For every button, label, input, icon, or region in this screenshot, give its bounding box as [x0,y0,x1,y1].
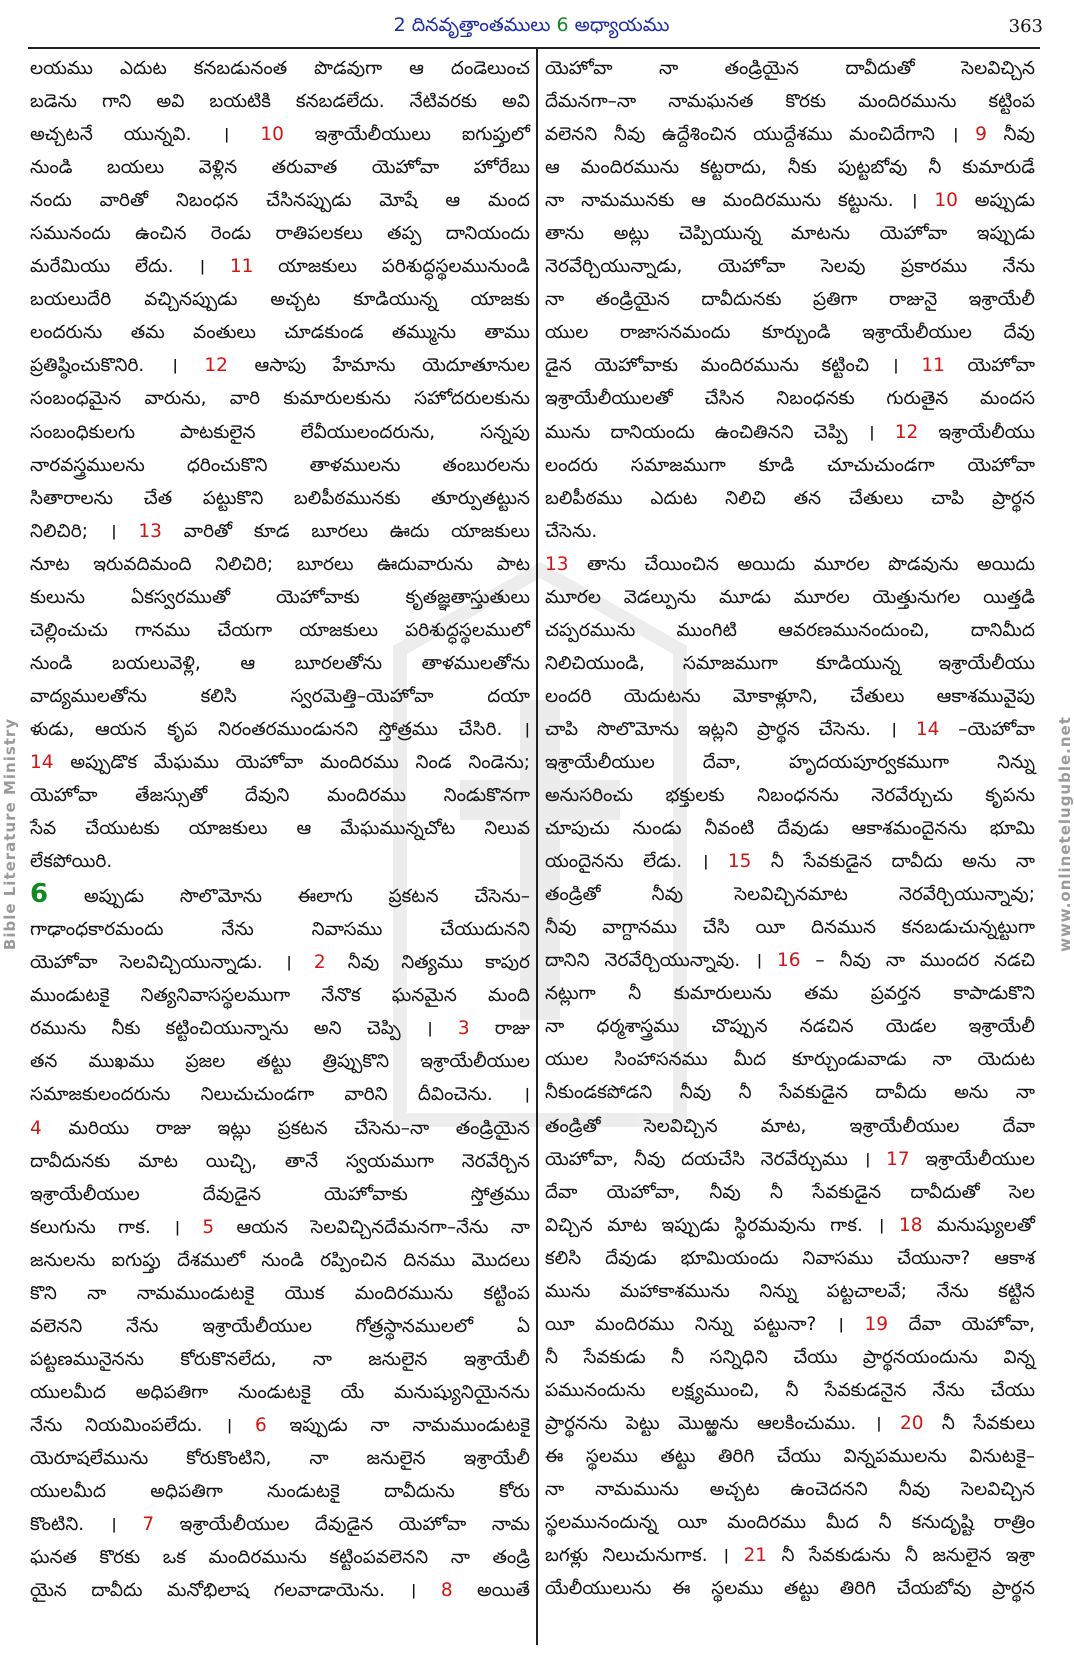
chapter-start-number: 6 [30,879,49,910]
verse-text: దేమనగా–నా నామఘనత కొరకు మందిరమును కట్టింప [545,91,1035,113]
verse-text: దానిని నెరవేర్చియున్నావు. । [545,950,777,972]
verse-text: ఇశ్రాయేలీయుల దేవుడైన యెహోవాకు స్తోత్రము [30,1183,530,1205]
verse-text: నేను నియమింపలేదు. । [30,1414,255,1436]
verse-text: గాఢాంధకారమందు నేను నివాసము చేయుదునని [30,919,530,941]
verse-number: 16 [777,950,801,972]
verse-text: అప్పుడొక మేఘము యెహోవా మందిరము నిండ నిండెను; [53,751,530,773]
verse-text: జనులను ఐగుప్తు దేశములో నుండి రప్పించిన దినము మొదలు [30,1249,530,1271]
text-line [30,1475,530,1508]
verse-text: యులమీద అధిపతిగా నుండుటకై యే మనుష్యునియైనను [30,1381,530,1403]
verse-number: 21 [743,1545,768,1567]
text-line [30,1244,530,1277]
verse-text: నెరవేర్చియున్నాడు, యెహోవా సెలవు ప్రకారము నేను [545,256,1035,278]
text-line [545,151,1035,184]
verse-text: నట్లుగా నీ కుమారులును తమ ప్రవర్తన కాపాడుకొని [545,983,1035,1005]
verse-text: బడెను గాని అవి బయటికి కనబడలేదు. నేటివరకు అవి [30,91,530,113]
verse-text: దేవా యెహోవా, [887,1313,1035,1335]
verse-text: నిలిచియుండి, సమాజముగా కూడియున్న ఇశ్రాయేలీయు [545,652,1035,674]
text-line [545,812,1035,845]
verse-text: నిలిచిరి; । [30,520,139,542]
verse-text: తాను చేయించిన అయిదు మూరల పొడవును అయిదు [568,553,1035,575]
text-line [545,1275,1035,1308]
text-line [30,1574,530,1607]
verse-text: అనుసరించు భక్తులకు నిబంధనను నెరవేర్చుచు కృపను [545,785,1035,807]
text-line [545,581,1035,614]
text-line [30,1211,530,1244]
verse-number: 3 [457,1018,470,1040]
verse-text: యైన దావీదు మనోభిలాష గలవాడాయెను. । [30,1580,441,1602]
verse-text: యందైనను లేడు. । [545,851,728,873]
verse-text: సంబంధమైన వారును, వారి కుమారులకును సహోదరులకును [30,388,530,410]
verse-text: నా నామమునకు ఆ మందిరమును కట్టును. । [545,190,935,212]
verse-text: సమునందు ఉంచిన రెండు రాతిపలకలు తప్ప దానియందు [30,223,530,245]
text-line [30,845,530,878]
verse-text: మును మహాకాశమును నిన్ను పట్టచాలవే; నేను కట్టిన [545,1280,1035,1302]
verse-text: స్థలమునందున్న యీ మందిరము మీద నీ కనుదృష్టి రాత్రిం [545,1512,1035,1534]
verse-number: 17 [886,1148,910,1170]
text-line [545,911,1035,944]
verse-text: రాజు [469,1018,531,1040]
text-line [545,1143,1035,1176]
text-line [30,482,530,515]
text-line [30,713,530,746]
verse-text: యుల రాజాసనమందు కూర్చుండి ఇశ్రాయేలీయుల దేవు [545,322,1035,344]
text-line [30,581,530,614]
text-line [545,283,1035,316]
text-line [545,217,1035,250]
text-line [545,416,1035,449]
verse-text: బగళ్లు నిలుచునుగాక. । [545,1545,744,1567]
verse-number: 13 [138,520,162,542]
text-line [30,217,530,250]
text-line [30,151,530,184]
verse-text: వాద్యములతోను కలిసి స్వరమెత్తి–యెహోవా దయా [30,685,530,707]
verse-text: ఆయన సెలవిచ్చినదేమనగా–నేను నా [214,1216,531,1238]
verse-number: 10 [260,124,284,146]
text-line [545,449,1035,482]
verse-text: లందరు సమాజముగా కూడి చూచుచుండగా యెహోవా [545,454,1035,476]
text-line [30,316,530,349]
verse-number: 8 [440,1580,453,1602]
verse-number: 15 [727,851,752,873]
text-line [545,52,1035,85]
verse-text: కొని నా నామముండుటకై యొక మందిరమును కట్టింప [30,1282,530,1304]
text-line [545,1076,1035,1109]
text-line [30,1376,530,1409]
verse-text: యాజకులు పరిశుద్ధస్థలమునుండి [253,256,530,278]
verse-text: లందరి యెదుటను మోకాళ్లూని, చేతులు ఆకాశమువైపు [545,685,1035,707]
chapter-label: అధ్యాయము [568,14,670,36]
text-line [30,118,530,151]
text-line [30,85,530,118]
verse-text: కలుగును గాక. । [30,1216,203,1238]
verse-text: మును దానియందు ఉంచితినని చెప్పి । [545,421,895,443]
verse-text: ఇశ్రాయేలీయుల [909,1148,1035,1170]
verse-text: పట్టణమునైనను కోరుకొనలేదు, నా జనులైన ఇశ్రాయేలీ [30,1348,530,1370]
text-line [30,1541,530,1574]
text-line [545,1043,1035,1076]
verse-text: కలిసి దేవుడు భూమియందు నివాసము చేయునా? ఆకాశ [545,1247,1035,1269]
verse-text: వలెనని నీవు ఉద్దేశించిన యుద్దేశము మంచిదేగాని । [545,124,976,146]
text-line [30,979,530,1012]
book-title: 2 దినవృత్తాంతములు [393,14,557,36]
verse-text: వారితో కూడ బూరలు ఊదు యాజకులు [161,520,530,542]
verse-text: ఇశ్రాయేలీయులు ఐగుప్తులో [283,124,530,146]
verse-text: లేకపోయిరి. [30,851,113,873]
verse-number: 9 [975,124,987,146]
text-line [545,382,1035,415]
verse-text: మనుష్యులతో [922,1214,1035,1236]
verse-text: బయలుదేరి వచ్చినప్పుడు అచ్చట కూడియున్న యాజకు [30,289,530,311]
text-line [30,680,530,713]
verse-text: నందు వారితో నిబంధన చేసినప్పుడు మోషే ఆ మంద [30,190,530,212]
verse-text: యెహోవా [944,355,1035,377]
verse-text: యెహోవా, నీవు దయచేసి నెరవేర్చుము । [545,1148,887,1170]
verse-text: నీవు వాగ్దానము చేసి యీ దినమున కనబడుచున్నట్టుగా [545,917,1035,939]
text-line [30,1409,530,1442]
text-line [545,680,1035,713]
verse-text: తన ముఖము ప్రజల తట్టు త్రిప్పుకొని ఇశ్రాయేలీయుల [30,1051,530,1073]
verse-text: ఇశ్రాయేలీయు [918,421,1035,443]
verse-text: మూరల వెడల్పును మూడు మూరల యెత్తునుగల యిత్తడి [545,586,1035,608]
verse-text: సేవ చేయుటకు యాజకులు ఆ మేఘమున్నచోట నిలువ [30,818,530,840]
verse-text: డైన యెహోవాకు మందిరమును కట్టించి । [545,355,922,377]
verse-text: చాపి సొలొమోను ఇట్లని ప్రార్థన చేసెను. । [545,718,916,740]
text-line [30,1343,530,1376]
text-line [545,1209,1035,1242]
verse-text: నీకుండకపోడని నీవు నీ సేవకుడైన దావీదు అను నా [545,1082,1035,1104]
text-line [30,779,530,812]
text-line [30,1178,530,1211]
verse-text: సితారాలను చేత పట్టుకొని బలిపీఠమునకు తూర్పుతట్టున [30,487,530,509]
verse-text: రమును నీకు కట్టించియున్నాను అని చెప్పి । [30,1018,458,1040]
verse-number: 11 [921,355,945,377]
text-line [30,548,530,581]
text-line [545,1110,1035,1143]
page-header [0,0,1063,40]
verse-text: ఆ మందిరమును కట్టరాదు, నీకు పుట్టబోవు నీ కుమారుడే [545,157,1035,179]
verse-text: ఈ స్థలము తట్టు తిరిగి చేయు విన్నపములను వినుటకై– [545,1445,1035,1467]
verse-number: 6 [254,1414,267,1436]
verse-text: చూపుచు నుండు నీవంటి దేవుడు ఆకాశమందైనను భూమి [545,818,1035,840]
verse-text: తాను అట్లు చెప్పియున్న మాటను యెహోవా ఇప్పుడు [545,223,1035,245]
column-divider [536,47,538,1645]
verse-text: సమాజకులందరును నిలుచుచుండగా వారిని దీవించెను. । [30,1084,530,1106]
verse-text: నా నామమును అచ్చట ఉంచెదనని నీవు సెలవిచ్చిన [545,1479,1035,1501]
text-line [545,779,1035,812]
text-line [545,746,1035,779]
text-line [545,614,1035,647]
verse-text: ప్రతిష్ఠించుకొనిరి. । [30,355,205,377]
chapter-number: 6 [556,14,569,36]
verse-text: చెల్లించుచు గానము చేయగా యాజకులు పరిశుద్ధస్థలములో [30,619,530,641]
verse-text: నారవస్త్రములను ధరించుకొని తాళములను తంబురలను [30,454,530,476]
text-line [545,118,1035,151]
side-watermark-right: www.onlineteluguble.net [1056,716,1074,952]
verse-text: ఇప్పుడు నా నామముండుటకై [266,1414,530,1436]
text-line [545,713,1035,746]
text-line [545,85,1035,118]
text-line [545,1572,1035,1605]
right-text-column [545,52,1035,1648]
text-line [545,184,1035,217]
text-line [545,250,1035,283]
verse-number: 19 [864,1313,888,1335]
text-line [545,1341,1035,1374]
text-line [545,944,1035,977]
verse-number: 12 [204,355,228,377]
verse-text: మరియు రాజు ఇట్లు ప్రకటన చేసెను–నా తండ్రియైన [41,1117,530,1139]
text-line [30,184,530,217]
text-line [545,1010,1035,1043]
verse-text: అప్పుడు [957,190,1035,212]
text-line [30,614,530,647]
verse-text: ఇశ్రాయేలీయులతో చేసిన నిబంధనకు గురుతైన మందస [545,388,1035,410]
verse-text: మరేమియు లేదు. । [30,256,230,278]
verse-text: నా ధర్మశాస్త్రము చొప్పున నడచిన యెడల ఇశ్రాయేలీ [545,1016,1035,1038]
verse-text: నీ సేవకులు [923,1412,1035,1434]
verse-text: యీ మందిరము నిన్ను పట్టునా? । [545,1313,865,1335]
text-line [30,449,530,482]
verse-text: సంబంధికులగు పాటకులైన లేవీయులందరును, సన్నపు [30,421,530,443]
text-line [30,913,530,946]
verse-text: నా తండ్రియైన దావీదునకు ప్రతిగా రాజునై ఇశ్రాయేలీ [545,289,1035,311]
verse-text: కొంటిని. । [30,1514,143,1536]
text-line [545,548,1035,581]
verse-text: –యెహోవా [939,718,1036,740]
text-line [545,1506,1035,1539]
verse-text: కులును ఏకస్వరముతో యెహోవాకు కృతజ్ఞతాస్తుతులు [30,586,530,608]
header-divider [28,47,1040,49]
verse-text: నీ సేవకుడు నీ సన్నిధిని చేయు ప్రార్థనయందును విన్న [545,1346,1035,1368]
left-text-column [30,52,530,1648]
verse-text: యెహోవా తేజస్సుతో దేవుని మందిరము నిండుకొనగా [30,785,530,807]
verse-text: తండ్రితో సెలవిచ్చిన మాట, ఇశ్రాయేలీయుల దేవా [545,1115,1035,1137]
text-line [545,1407,1035,1440]
verse-text: లయము ఎదుట కనబడునంత పొడవుగా ఆ దండెలుంచ [30,58,530,79]
verse-text: ళుడు, ఆయన కృప నిరంతరముండునని స్తోత్రము చేసిరి. । [30,718,530,740]
text-line [545,316,1035,349]
verse-number: 14 [915,718,940,740]
verse-text: యెరూషలేమును కోరుకొంటిని, నా జనులైన ఇశ్రాయేలీ [30,1447,530,1469]
verse-text: నీ సేవకుడైన దావీదు అను నా [751,851,1035,873]
verse-text: ప్రార్థనను పెట్టు మొఱ్ఱను ఆలకించుము. । [545,1412,900,1434]
verse-text: లందరును తమ వంతులు చూడకుండ తమ్మును తాము [30,322,530,344]
text-line [30,1442,530,1475]
verse-text: యులమీద అధిపతిగా నుండుటకై దావీదును కోరు [30,1481,530,1503]
text-line [30,878,530,913]
verse-text: ఆసాపు హేమాను యెదూతూనుల [227,355,531,377]
verse-number: 5 [202,1216,215,1238]
verse-text: అప్పుడు సొలొమోను ఈలాగు ప్రకటన చేసెను– [48,886,530,908]
verse-text: ఇశ్రాయేలీయుల దేవా, హృదయపూర్వకముగా నిన్ను [545,751,1035,773]
side-watermark-left: Bible Literature Ministry [1,717,19,951]
verse-text: దావీదునకు మాట యిచ్చి, తానే స్వయముగా నెరవేర్చిన [30,1150,530,1172]
text-line [30,647,530,680]
text-line [30,1277,530,1310]
text-line [30,812,530,845]
text-line [545,349,1035,382]
text-line [545,482,1035,515]
verse-number: 13 [545,553,569,575]
text-line [30,52,530,85]
verse-text: యేలీయులును ఈ స్థలము తట్టు తిరిగి చేయబోవు ప్రార్థన [545,1578,1035,1600]
text-line [30,250,530,283]
verse-number: 2 [313,952,326,974]
text-line [545,1242,1035,1275]
text-line [545,1440,1035,1473]
verse-number: 4 [30,1117,42,1139]
verse-text: యుల సింహాసనము మీద కూర్చుండువాడు నా యెదుట [545,1049,1035,1071]
verse-text: అయితే [452,1580,530,1602]
text-line [545,1308,1035,1341]
verse-text: నూట ఇరువదిమంది నిలిచిరి; బూరలు ఊదువారును పాట [30,553,530,575]
text-line [30,515,530,548]
text-line [30,1145,530,1178]
verse-text: చప్పరమును ముంగిటి ఆవరణమునందుంచి, దానిమీద [545,619,1035,641]
verse-text: తండ్రితో నీవు సెలవిచ్చినమాట నెరవేర్చియున్నావు; [545,884,1035,906]
verse-text: యెహోవా సెలవిచ్చియున్నాడు. । [30,952,314,974]
text-line [545,515,1035,548]
text-line [545,1374,1035,1407]
text-line [30,946,530,979]
verse-text: యెహోవా నా తండ్రియైన దావీదుతో సెలవిచ్చిన [545,58,1035,79]
verse-number: 14 [30,751,54,773]
text-line [545,1473,1035,1506]
text-line [30,1012,530,1045]
text-line [30,1112,530,1145]
text-line [30,1508,530,1541]
verse-number: 12 [894,421,919,443]
verse-text: ముండుటకై నిత్యనివాసస్థలముగా నేనొక ఘనమైన మంది [30,985,530,1007]
verse-number: 10 [934,190,958,212]
text-line [30,1310,530,1343]
text-line [545,977,1035,1010]
verse-text: చేసెను. [545,520,598,542]
running-title [0,14,1063,41]
text-line [30,416,530,449]
text-line [30,1045,530,1078]
text-line [30,382,530,415]
verse-text: ఇశ్రాయేలీయుల దేవుడైన యెహోవా నామ [154,1514,530,1536]
verse-text: నీ సేవకుడును నీ జనులైన ఇశ్రా [767,1545,1035,1567]
verse-text: వలెనని నేను ఇశ్రాయేలీయుల గోత్రస్థానములలో ఏ [30,1315,530,1337]
verse-text: అచ్చటనే యున్నవి. । [30,124,261,146]
text-line [30,1078,530,1111]
verse-text: ఘనత కొరకు ఒక మందిరమును కట్టింపవలెనని నా తండ్రి [30,1547,530,1569]
verse-text: నుండి బయలు వెళ్లిన తరువాత యెహోవా హోరేబు [30,157,530,179]
text-line [30,746,530,779]
verse-text: విచ్చిన మాట ఇప్పుడు స్థిరమవును గాక. । [545,1214,899,1236]
verse-text: నీవు నిత్యము కాపుర [325,952,530,974]
verse-text: నీవు [986,124,1035,146]
verse-number: 18 [898,1214,923,1236]
text-line [545,1539,1035,1572]
verse-text: నుండి బయలువెళ్లి, ఆ బూరలతోను తాళములతోను [30,652,530,674]
verse-number: 7 [142,1514,155,1536]
text-line [545,1176,1035,1209]
verse-text: – నీవు నా ముందర నడచి [800,950,1036,972]
verse-number: 20 [899,1412,924,1434]
verse-number: 11 [229,256,254,278]
text-line [545,647,1035,680]
text-line [30,283,530,316]
page-number: 363 [1008,16,1043,37]
verse-text: పమునందును లక్ష్యముంచి, నీ సేవకుడనైన నేను చేయు [545,1379,1035,1401]
verse-text: దేవా యెహోవా, నీవు నీ సేవకుడైన దావీదుతో సెల [545,1181,1035,1203]
text-line [30,349,530,382]
text-line [545,845,1035,878]
verse-text: బలిపీఠము ఎదుట నిలిచి తన చేతులు చాపి ప్రార్థన [545,487,1035,509]
text-line [545,878,1035,911]
